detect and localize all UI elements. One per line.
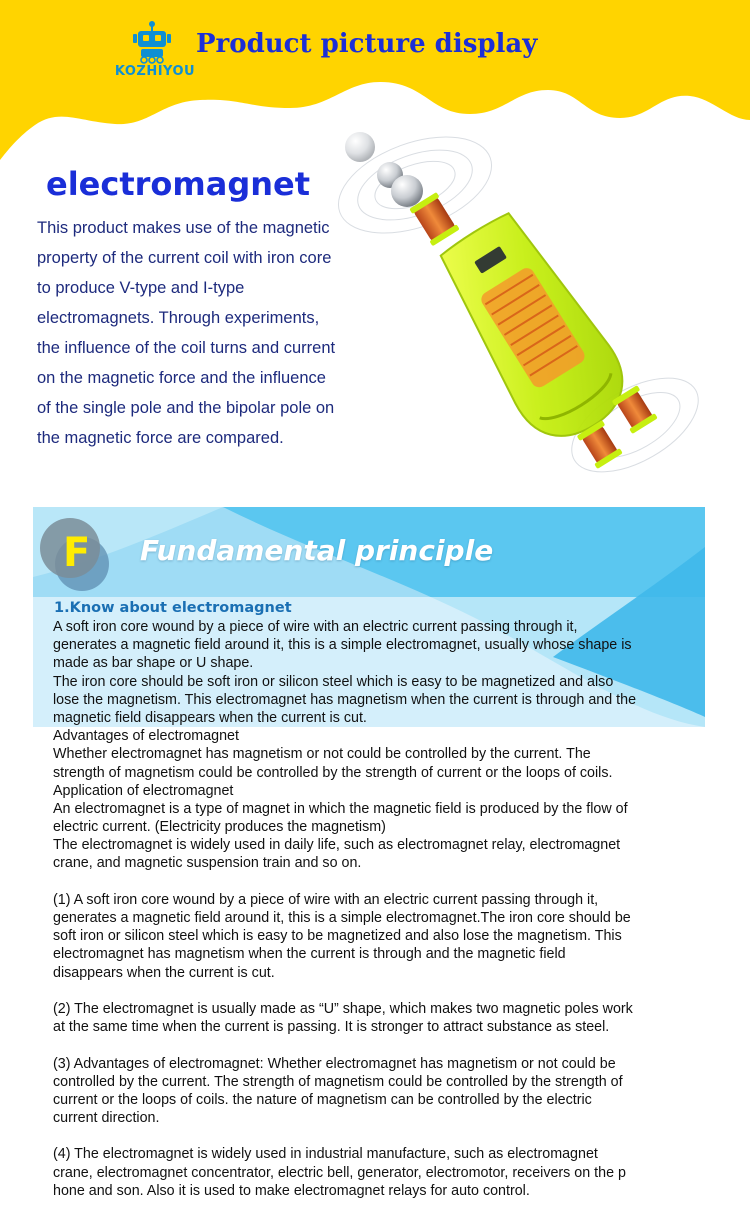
text-line: Advantages of electromagnet [53,728,239,745]
text-line: An electromagnet is a type of magnet in which the magnetic field is produced by the flow of [53,800,628,817]
badge-letter: F [63,530,91,576]
text-line: A soft iron core wound by a piece of wire with an electric current passing through it, [53,619,578,635]
electromagnet-product-image [335,125,715,485]
description-line: to produce V-type and I-type [37,279,245,297]
description-line: the magnetic force are compared. [37,429,284,447]
product-name: electromagnet [46,165,311,203]
page-title: Product picture display [196,29,538,59]
text-line: electric current. (Electricity produces the magnetism) [53,819,386,836]
description-line: of the single pole and the bipolar pole on [37,399,335,417]
text-line: crane, and magnetic suspension train and so on. [53,855,362,872]
section-title: Fundamental principle [140,534,494,567]
text-line: generates a magnetic field around it, this is a simple electromagnet.The iron core should be [53,910,631,926]
description-line: property of the current coil with iron core [37,249,332,267]
text-line: magnetic field disappears when the current is cut. [53,709,367,726]
text-line: soft iron or silicon steel which is easy to be magnetized and also lose the magnetism. This [53,928,622,945]
text-line: disappears when the current is cut. [53,964,275,981]
text-line: strength of magnetism could be controlled by the strength of current or the loops of coils. [53,764,613,781]
description-line: electromagnets. Through experiments, [37,309,320,327]
text-line: at the same time when the current is passing. It is stronger to attract substance as steel. [53,1019,610,1036]
text-line: (3) Advantages of electromagnet: Whether electromagnet has magnetism or not could be [53,1055,616,1072]
text-line: generates a magnetic field around it, this is a simple electromagnet, usually whose shape is [53,637,632,654]
text-line: The iron core should be soft iron or silicon steel which is easy to be magnetized and also [53,673,614,690]
text-line: lose the magnetism. This electromagnet has magnetism when the current is through and the [53,691,637,708]
text-line: crane, electromagnet concentrator, electric bell, generator, electromotor, receivers on the p [53,1164,626,1181]
text-line: electromagnet has magnetism when the current is through and the magnetic field [53,946,566,963]
subsection-heading: 1.Know about electromagnet [54,600,292,616]
text-line: (2) The electromagnet is usually made as “U” shape, which makes two magnetic poles work [53,1000,633,1017]
text-line: Whether electromagnet has magnetism or not could be controlled by the current. The [53,746,591,763]
text-line: controlled by the current. The strength of magnetism could be controlled by the strength of [53,1073,623,1090]
product-description [37,213,377,453]
text-line: The electromagnet is widely used in daily life, such as electromagnet relay, electromagnet [53,837,621,854]
description-line: This product makes use of the magnetic [37,219,330,237]
brand-name: KOZHIYOU [114,64,196,79]
text-line: current or the loops of coils. the nature of magnetism can be controlled by the electric [53,1091,592,1108]
text-line: Application of electromagnet [53,782,234,799]
description-line: the influence of the coil turns and current [37,339,336,357]
text-line: (1) A soft iron core wound by a piece of wire with an electric current passing through it, [53,891,599,908]
text-line: made as bar shape or U shape. [53,655,254,672]
robot-icon [132,20,172,64]
text-line: current direction. [53,1110,160,1127]
description-line: on the magnetic force and the influence [37,369,326,387]
text-line: (4) The electromagnet is widely used in industrial manufacture, such as electromagnet [53,1146,598,1163]
text-line: hone and son. Also it is used to make electromagnet relays for auto control. [53,1182,530,1199]
brand-logo [110,20,200,82]
principle-content [53,618,713,1200]
